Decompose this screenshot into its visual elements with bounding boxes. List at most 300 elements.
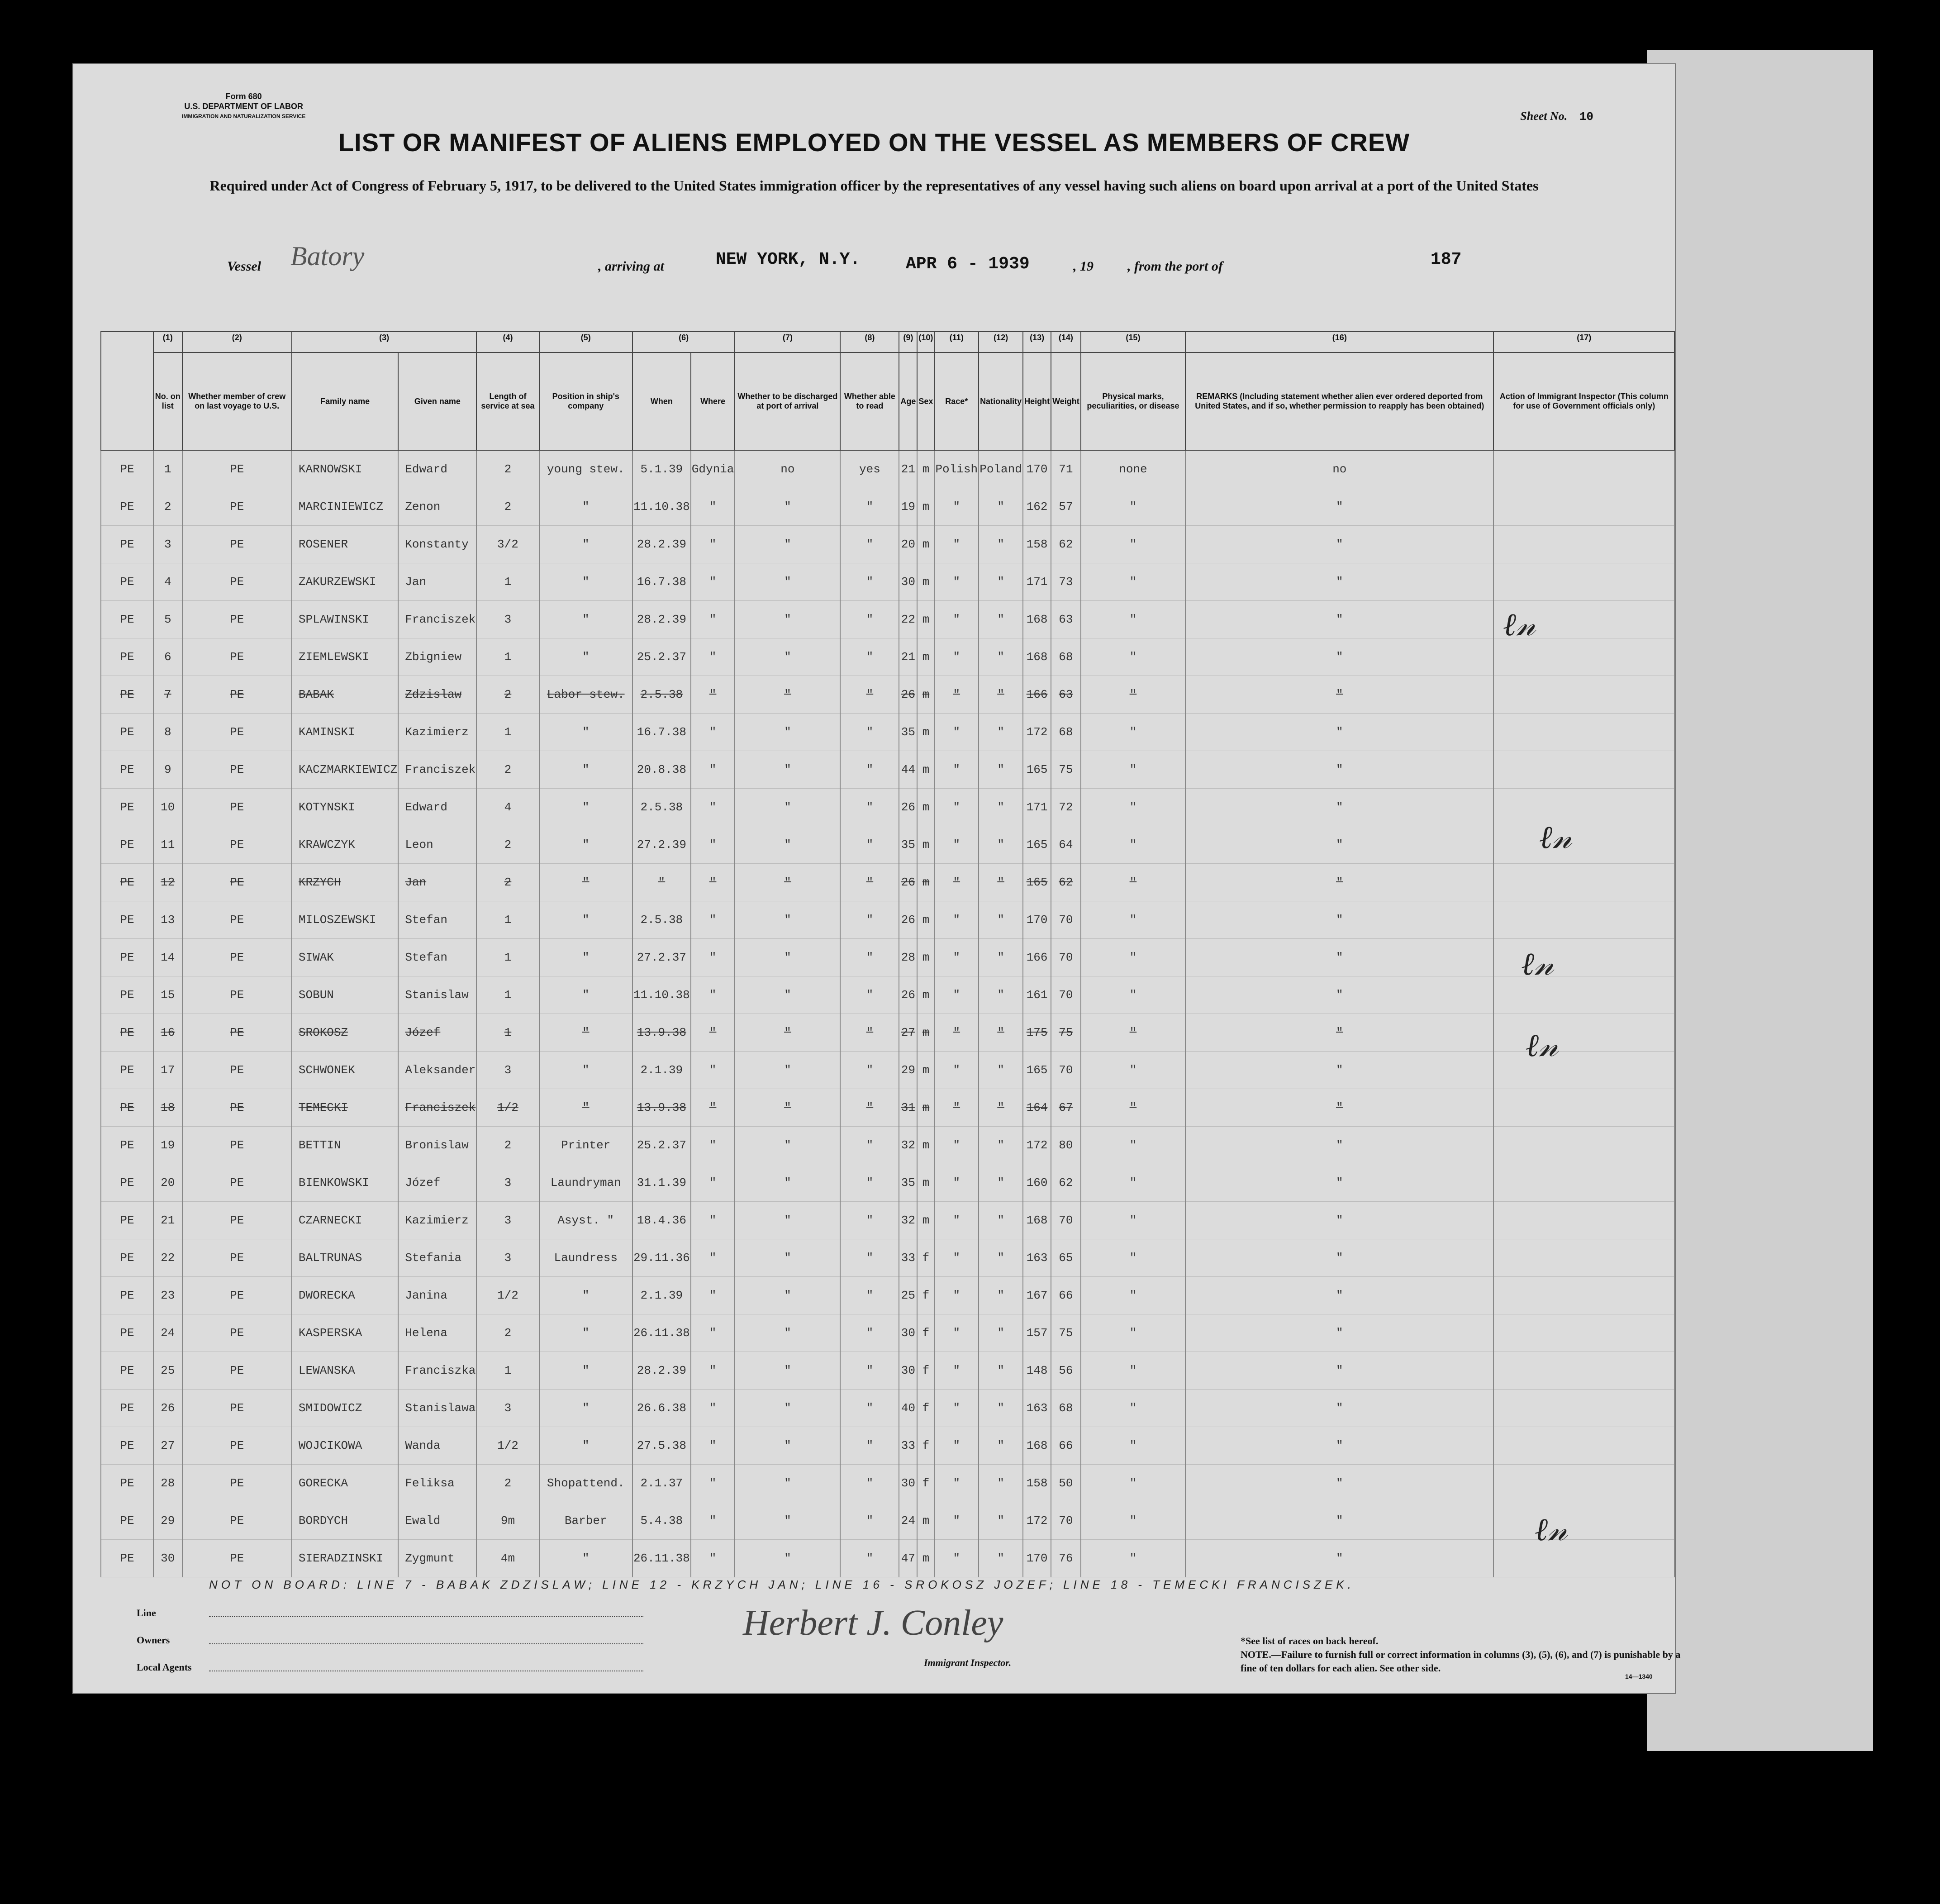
- cell-race: ": [934, 1164, 979, 1202]
- col-label-5: Position in ship's company: [539, 352, 632, 450]
- cell-where: ": [691, 1277, 735, 1314]
- cell-marks: ": [1081, 601, 1185, 638]
- cell-age: 31: [899, 1089, 917, 1127]
- cell-read: ": [840, 1202, 899, 1239]
- cell-marks: ": [1081, 526, 1185, 563]
- cell-race: ": [934, 901, 979, 939]
- form-number: Form 680: [225, 92, 262, 101]
- cell-given: Helena: [398, 1314, 476, 1352]
- cell-sex: f: [917, 1427, 934, 1465]
- cell-mark: PE: [101, 864, 153, 901]
- cell-given: Franciszek: [398, 751, 476, 789]
- cell-discharge: ": [735, 1390, 840, 1427]
- cell-family: KRAWCZYK: [292, 826, 398, 864]
- table-row: [101, 563, 1674, 601]
- col-num-6: (6): [632, 332, 735, 352]
- cell-no: 3: [153, 526, 182, 563]
- cell-given: Franciszek: [398, 1089, 476, 1127]
- cell-nationality: ": [979, 1502, 1023, 1540]
- cell-marks: ": [1081, 1127, 1185, 1164]
- cell-remarks: ": [1185, 901, 1493, 939]
- cell-action: [1493, 1502, 1674, 1540]
- cell-height: 172: [1023, 714, 1051, 751]
- cell-remarks: ": [1185, 1502, 1493, 1540]
- cell-mark: PE: [101, 714, 153, 751]
- cell-where: ": [691, 864, 735, 901]
- cell-discharge: ": [735, 1277, 840, 1314]
- cell-weight: 57: [1051, 488, 1081, 526]
- cell-position: ": [539, 1277, 632, 1314]
- inspector-initial-16: ℓ𝓃: [1521, 947, 1554, 982]
- cell-service: 3: [476, 1202, 539, 1239]
- cell-action: [1493, 638, 1674, 676]
- cell-service: 4: [476, 789, 539, 826]
- cell-no: 26: [153, 1390, 182, 1427]
- cell-race: ": [934, 526, 979, 563]
- inspector-label: Immigrant Inspector.: [924, 1657, 1012, 1668]
- form-header: [182, 91, 305, 121]
- cell-no: 6: [153, 638, 182, 676]
- cell-age: 26: [899, 976, 917, 1014]
- cell-no: 23: [153, 1277, 182, 1314]
- col-label-13: Height: [1023, 352, 1051, 450]
- cell-read: ": [840, 1127, 899, 1164]
- cell-given: Kazimierz: [398, 1202, 476, 1239]
- cell-where: ": [691, 1089, 735, 1127]
- cell-age: 20: [899, 526, 917, 563]
- cell-no: 19: [153, 1127, 182, 1164]
- cell-when: 16.7.38: [632, 563, 691, 601]
- cell-discharge: ": [735, 1465, 840, 1502]
- cell-read: ": [840, 526, 899, 563]
- cell-mark: PE: [101, 1164, 153, 1202]
- cell-remarks: no: [1185, 450, 1493, 488]
- cell-read: ": [840, 1239, 899, 1277]
- cell-position: Asyst. ": [539, 1202, 632, 1239]
- cell-age: 33: [899, 1427, 917, 1465]
- cell-where: ": [691, 1164, 735, 1202]
- cell-age: 35: [899, 1164, 917, 1202]
- cell-no: 12: [153, 864, 182, 901]
- col-num-11: (11): [934, 332, 979, 352]
- cell-no: 16: [153, 1014, 182, 1052]
- cell-prev: PE: [182, 751, 292, 789]
- cell-family: KASPERSKA: [292, 1314, 398, 1352]
- cell-weight: 75: [1051, 1314, 1081, 1352]
- cell-when: 28.2.39: [632, 1352, 691, 1390]
- cell-no: 13: [153, 901, 182, 939]
- cell-mark: PE: [101, 488, 153, 526]
- cell-height: 172: [1023, 1127, 1051, 1164]
- back-sheet: [1647, 50, 1873, 1751]
- cell-race: ": [934, 1314, 979, 1352]
- cell-family: LEWANSKA: [292, 1352, 398, 1390]
- cell-service: 4m: [476, 1540, 539, 1577]
- cell-family: SROKOSZ: [292, 1014, 398, 1052]
- cell-race: ": [934, 1089, 979, 1127]
- cell-service: 1/2: [476, 1089, 539, 1127]
- cell-discharge: ": [735, 789, 840, 826]
- table-row: [101, 864, 1674, 901]
- cell-discharge: no: [735, 450, 840, 488]
- cell-sex: f: [917, 1314, 934, 1352]
- cell-where: ": [691, 601, 735, 638]
- cell-family: BIENKOWSKI: [292, 1164, 398, 1202]
- cell-family: SIWAK: [292, 939, 398, 976]
- cell-action: [1493, 1390, 1674, 1427]
- cell-position: Shopattend.: [539, 1465, 632, 1502]
- cell-family: MARCINIEWICZ: [292, 488, 398, 526]
- cell-height: 165: [1023, 826, 1051, 864]
- col-sub-6-2: Where: [691, 352, 735, 450]
- cell-no: 24: [153, 1314, 182, 1352]
- year-label: , 19: [1073, 259, 1094, 274]
- requirement-text: Required under Act of Congress of February 5, 1917, to be delivered to the United States immigration officer by the representatives of any vessel having such aliens on board upon arrival at a port of the United States: [209, 177, 1539, 194]
- cell-service: 2: [476, 1127, 539, 1164]
- cell-read: ": [840, 638, 899, 676]
- cell-race: ": [934, 864, 979, 901]
- sheet-number: [1520, 109, 1593, 124]
- cell-position: ": [539, 1314, 632, 1352]
- cell-marks: ": [1081, 976, 1185, 1014]
- cell-weight: 68: [1051, 638, 1081, 676]
- cell-when: 13.9.38: [632, 1089, 691, 1127]
- cell-age: 26: [899, 789, 917, 826]
- cell-age: 27: [899, 1014, 917, 1052]
- cell-service: 2: [476, 488, 539, 526]
- table-row: [101, 826, 1674, 864]
- cell-sex: m: [917, 864, 934, 901]
- cell-mark: PE: [101, 789, 153, 826]
- cell-action: [1493, 1465, 1674, 1502]
- col-label-4: Length of service at sea: [476, 352, 539, 450]
- cell-action: [1493, 676, 1674, 714]
- cell-nationality: ": [979, 826, 1023, 864]
- cell-family: BORDYCH: [292, 1502, 398, 1540]
- cell-action: [1493, 1540, 1674, 1577]
- cell-sex: f: [917, 1239, 934, 1277]
- cell-marks: ": [1081, 1277, 1185, 1314]
- race-note: *See list of races on back hereof.: [1241, 1635, 1379, 1647]
- table-row: [101, 1277, 1674, 1314]
- cell-marks: ": [1081, 939, 1185, 976]
- cell-mark: PE: [101, 601, 153, 638]
- cell-discharge: ": [735, 1540, 840, 1577]
- cell-given: Bronislaw: [398, 1127, 476, 1164]
- cell-mark: PE: [101, 1052, 153, 1089]
- cell-no: 8: [153, 714, 182, 751]
- cell-weight: 75: [1051, 751, 1081, 789]
- cell-no: 29: [153, 1502, 182, 1540]
- owners-field[interactable]: [209, 1643, 643, 1644]
- col-label-14: Weight: [1051, 352, 1081, 450]
- cell-where: ": [691, 488, 735, 526]
- cell-position: ": [539, 789, 632, 826]
- cell-position: ": [539, 1089, 632, 1127]
- cell-action: [1493, 789, 1674, 826]
- cell-position: ": [539, 1352, 632, 1390]
- cell-height: 166: [1023, 939, 1051, 976]
- cell-when: 26.6.38: [632, 1390, 691, 1427]
- cell-race: ": [934, 939, 979, 976]
- cell-family: DWORECKA: [292, 1277, 398, 1314]
- cell-nationality: ": [979, 939, 1023, 976]
- cell-read: ": [840, 751, 899, 789]
- col-num-3: (3): [292, 332, 476, 352]
- cell-weight: 62: [1051, 1164, 1081, 1202]
- cell-weight: 68: [1051, 714, 1081, 751]
- cell-prev: PE: [182, 714, 292, 751]
- cell-read: ": [840, 1502, 899, 1540]
- table-row: [101, 976, 1674, 1014]
- cell-mark: PE: [101, 1314, 153, 1352]
- cell-age: 21: [899, 638, 917, 676]
- cell-read: ": [840, 1052, 899, 1089]
- cell-action: [1493, 1352, 1674, 1390]
- cell-prev: PE: [182, 1465, 292, 1502]
- cell-given: Franciszka: [398, 1352, 476, 1390]
- cell-when: 20.8.38: [632, 751, 691, 789]
- cell-where: ": [691, 976, 735, 1014]
- cell-marks: ": [1081, 1089, 1185, 1127]
- cell-discharge: ": [735, 1052, 840, 1089]
- cell-family: ROSENER: [292, 526, 398, 563]
- cell-marks: ": [1081, 751, 1185, 789]
- cell-height: 164: [1023, 1089, 1051, 1127]
- col-num-13: (13): [1023, 332, 1051, 352]
- cell-when: 25.2.37: [632, 638, 691, 676]
- cell-nationality: ": [979, 976, 1023, 1014]
- cell-no: 27: [153, 1427, 182, 1465]
- cell-position: ": [539, 1390, 632, 1427]
- arrival-date: APR 6 - 1939: [906, 254, 1030, 274]
- cell-prev: PE: [182, 450, 292, 488]
- cell-height: 172: [1023, 1502, 1051, 1540]
- penalty-note: NOTE.—Failure to furnish full or correct information in columns (3), (5), (6), and (7) is punishable by a fine of ten dollars for each alien. See other side.: [1241, 1649, 1681, 1674]
- cell-race: ": [934, 638, 979, 676]
- cell-remarks: ": [1185, 939, 1493, 976]
- cell-mark: PE: [101, 1502, 153, 1540]
- cell-service: 3: [476, 1164, 539, 1202]
- cell-action: [1493, 1314, 1674, 1352]
- cell-where: ": [691, 901, 735, 939]
- cell-sex: m: [917, 901, 934, 939]
- cell-sex: f: [917, 1465, 934, 1502]
- inspector-initial-7: ℓ𝓃: [1503, 608, 1536, 643]
- cell-remarks: ": [1185, 1127, 1493, 1164]
- cell-position: Barber: [539, 1502, 632, 1540]
- cell-when: 2.5.38: [632, 901, 691, 939]
- cell-weight: 72: [1051, 789, 1081, 826]
- cell-read: ": [840, 1014, 899, 1052]
- cell-height: 170: [1023, 1540, 1051, 1577]
- cell-no: 5: [153, 601, 182, 638]
- cell-where: ": [691, 1465, 735, 1502]
- cell-action: [1493, 488, 1674, 526]
- footer-notes: [1241, 1634, 1693, 1675]
- cell-age: 47: [899, 1540, 917, 1577]
- cell-prev: PE: [182, 864, 292, 901]
- cell-discharge: ": [735, 1202, 840, 1239]
- cell-service: 1: [476, 563, 539, 601]
- cell-action: [1493, 1052, 1674, 1089]
- table-row: [101, 1014, 1674, 1052]
- col-label-11: Race*: [934, 352, 979, 450]
- cell-service: 3: [476, 1052, 539, 1089]
- sheet-label: Sheet No.: [1520, 109, 1568, 123]
- cell-height: 165: [1023, 751, 1051, 789]
- cell-remarks: ": [1185, 864, 1493, 901]
- cell-weight: 70: [1051, 939, 1081, 976]
- cell-remarks: ": [1185, 1427, 1493, 1465]
- cell-family: WOJCIKOWA: [292, 1427, 398, 1465]
- cell-height: 170: [1023, 450, 1051, 488]
- cell-no: 25: [153, 1352, 182, 1390]
- cell-nationality: ": [979, 638, 1023, 676]
- cell-position: ": [539, 1052, 632, 1089]
- cell-given: Zdzislaw: [398, 676, 476, 714]
- cell-mark: PE: [101, 526, 153, 563]
- col-num-2: (2): [182, 332, 292, 352]
- cell-where: ": [691, 1014, 735, 1052]
- cell-when: 2.1.39: [632, 1052, 691, 1089]
- cell-weight: 65: [1051, 1239, 1081, 1277]
- cell-action: [1493, 1202, 1674, 1239]
- cell-remarks: ": [1185, 1465, 1493, 1502]
- cell-age: 26: [899, 864, 917, 901]
- cell-prev: PE: [182, 901, 292, 939]
- cell-given: Kazimierz: [398, 714, 476, 751]
- cell-height: 161: [1023, 976, 1051, 1014]
- cell-nationality: ": [979, 789, 1023, 826]
- table-row: [101, 1164, 1674, 1202]
- cell-height: 170: [1023, 901, 1051, 939]
- cell-discharge: ": [735, 676, 840, 714]
- cell-weight: 64: [1051, 826, 1081, 864]
- cell-marks: ": [1081, 1502, 1185, 1540]
- cell-position: ": [539, 526, 632, 563]
- cell-weight: 62: [1051, 526, 1081, 563]
- cell-race: ": [934, 1352, 979, 1390]
- col-label-9: Age: [899, 352, 917, 450]
- cell-height: 162: [1023, 488, 1051, 526]
- table-row: [101, 1127, 1674, 1164]
- table-row: [101, 488, 1674, 526]
- cell-age: 32: [899, 1127, 917, 1164]
- sheet-value: 10: [1579, 110, 1593, 124]
- cell-where: ": [691, 1502, 735, 1540]
- cell-weight: 80: [1051, 1127, 1081, 1164]
- cell-sex: m: [917, 638, 934, 676]
- cell-remarks: ": [1185, 1540, 1493, 1577]
- cell-discharge: ": [735, 976, 840, 1014]
- cell-read: ": [840, 826, 899, 864]
- cell-remarks: ": [1185, 751, 1493, 789]
- cell-given: Ewald: [398, 1502, 476, 1540]
- cell-when: 28.2.39: [632, 526, 691, 563]
- cell-service: 1: [476, 714, 539, 751]
- cell-mark: PE: [101, 450, 153, 488]
- cell-height: 166: [1023, 676, 1051, 714]
- col-num-17: (17): [1493, 332, 1674, 352]
- column-number-row: [101, 332, 1674, 352]
- cell-mark: PE: [101, 1352, 153, 1390]
- cell-prev: PE: [182, 638, 292, 676]
- table-row: [101, 939, 1674, 976]
- cell-when: ": [632, 864, 691, 901]
- table-row: [101, 789, 1674, 826]
- col-num-10: (10): [917, 332, 934, 352]
- cell-action: [1493, 1427, 1674, 1465]
- cell-when: 5.1.39: [632, 450, 691, 488]
- table-row: [101, 1390, 1674, 1427]
- table-header: [101, 332, 1674, 450]
- cell-sex: f: [917, 1277, 934, 1314]
- cell-where: ": [691, 526, 735, 563]
- department: U.S. DEPARTMENT OF LABOR: [184, 102, 303, 111]
- cell-position: ": [539, 638, 632, 676]
- cell-when: 2.1.37: [632, 1465, 691, 1502]
- cell-sex: m: [917, 450, 934, 488]
- cell-remarks: ": [1185, 638, 1493, 676]
- cell-family: BALTRUNAS: [292, 1239, 398, 1277]
- cell-sex: m: [917, 1052, 934, 1089]
- table-row: [101, 526, 1674, 563]
- cell-family: SMIDOWICZ: [292, 1390, 398, 1427]
- cell-discharge: ": [735, 826, 840, 864]
- cell-nationality: ": [979, 1164, 1023, 1202]
- cell-race: ": [934, 1540, 979, 1577]
- cell-prev: PE: [182, 939, 292, 976]
- cell-remarks: ": [1185, 789, 1493, 826]
- cell-family: SIERADZINSKI: [292, 1540, 398, 1577]
- cell-age: 35: [899, 714, 917, 751]
- cell-position: Printer: [539, 1127, 632, 1164]
- cell-sex: m: [917, 1202, 934, 1239]
- table-row: [101, 1089, 1674, 1127]
- col-label-16: REMARKS (Including statement whether alien ever ordered deported from United States, and if so, whether permission to reapply has been obtained): [1185, 352, 1493, 450]
- column-label-row: [101, 352, 1674, 450]
- cell-sex: f: [917, 1390, 934, 1427]
- cell-sex: m: [917, 1164, 934, 1202]
- cell-action: [1493, 864, 1674, 901]
- cell-remarks: ": [1185, 526, 1493, 563]
- cell-read: ": [840, 976, 899, 1014]
- cell-service: 1/2: [476, 1427, 539, 1465]
- cell-nationality: ": [979, 1390, 1023, 1427]
- cell-marks: ": [1081, 638, 1185, 676]
- cell-service: 2: [476, 450, 539, 488]
- cell-discharge: ": [735, 488, 840, 526]
- table-row: [101, 1352, 1674, 1390]
- table-body: [101, 450, 1674, 1577]
- col-label-1: No. on list: [153, 352, 182, 450]
- cell-age: 25: [899, 1277, 917, 1314]
- cell-nationality: ": [979, 1352, 1023, 1390]
- cell-family: CZARNECKI: [292, 1202, 398, 1239]
- cell-nationality: ": [979, 1052, 1023, 1089]
- cell-nationality: ": [979, 1427, 1023, 1465]
- cell-where: ": [691, 676, 735, 714]
- cell-where: ": [691, 751, 735, 789]
- cell-age: 35: [899, 826, 917, 864]
- line-field[interactable]: [209, 1616, 643, 1617]
- cell-nationality: ": [979, 488, 1023, 526]
- cell-prev: PE: [182, 826, 292, 864]
- cell-prev: PE: [182, 1014, 292, 1052]
- cell-mark: PE: [101, 1127, 153, 1164]
- cell-nationality: ": [979, 1277, 1023, 1314]
